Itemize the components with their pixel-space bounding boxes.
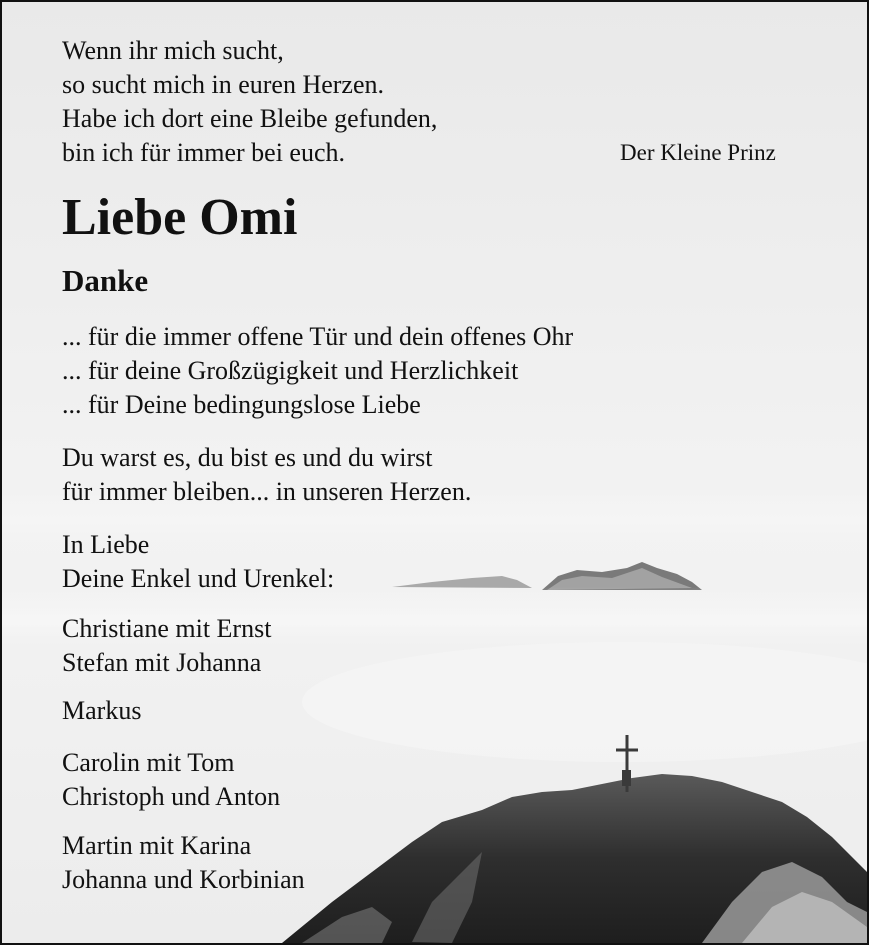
- signoff-line: Deine Enkel und Urenkel:: [62, 564, 335, 593]
- family-member: Markus: [62, 696, 142, 725]
- quote-attribution: Der Kleine Prinz: [620, 140, 776, 165]
- distant-peaks: [392, 576, 532, 588]
- thanks-list: [62, 320, 573, 422]
- signoff: [62, 528, 334, 596]
- closing-line: Du warst es, du bist es und du wirst: [62, 443, 433, 472]
- signoff-line: In Liebe: [62, 530, 150, 559]
- family-member: Christiane mit Ernst: [62, 614, 272, 643]
- subtitle: Danke: [62, 263, 149, 298]
- family-group: [62, 694, 141, 728]
- family-member: Martin mit Karina: [62, 831, 252, 860]
- closing-line: für immer bleiben... in unseren Herzen.: [62, 477, 472, 506]
- thanks-item: ... für deine Großzügigkeit und Herzlichkeit: [62, 356, 519, 385]
- quote-poem: [62, 34, 437, 170]
- quote-line: Wenn ihr mich sucht,: [62, 36, 284, 65]
- quote-line: bin ich für immer bei euch.: [62, 138, 346, 167]
- quote-line: Habe ich dort eine Bleibe gefunden,: [62, 104, 438, 133]
- family-member: Johanna und Korbinian: [62, 865, 305, 894]
- family-member: Stefan mit Johanna: [62, 648, 262, 677]
- family-group: [62, 829, 305, 897]
- family-member: Carolin mit Tom: [62, 748, 235, 777]
- page-title: Liebe Omi: [62, 189, 298, 246]
- family-member: Christoph und Anton: [62, 782, 281, 811]
- family-group: [62, 612, 271, 680]
- thanks-item: ... für Deine bedingungslose Liebe: [62, 390, 421, 419]
- quote-line: so sucht mich in euren Herzen.: [62, 70, 385, 99]
- closing-text: [62, 441, 471, 509]
- family-group: [62, 746, 280, 814]
- thanks-item: ... für die immer offene Tür und dein offenes Ohr: [62, 322, 574, 351]
